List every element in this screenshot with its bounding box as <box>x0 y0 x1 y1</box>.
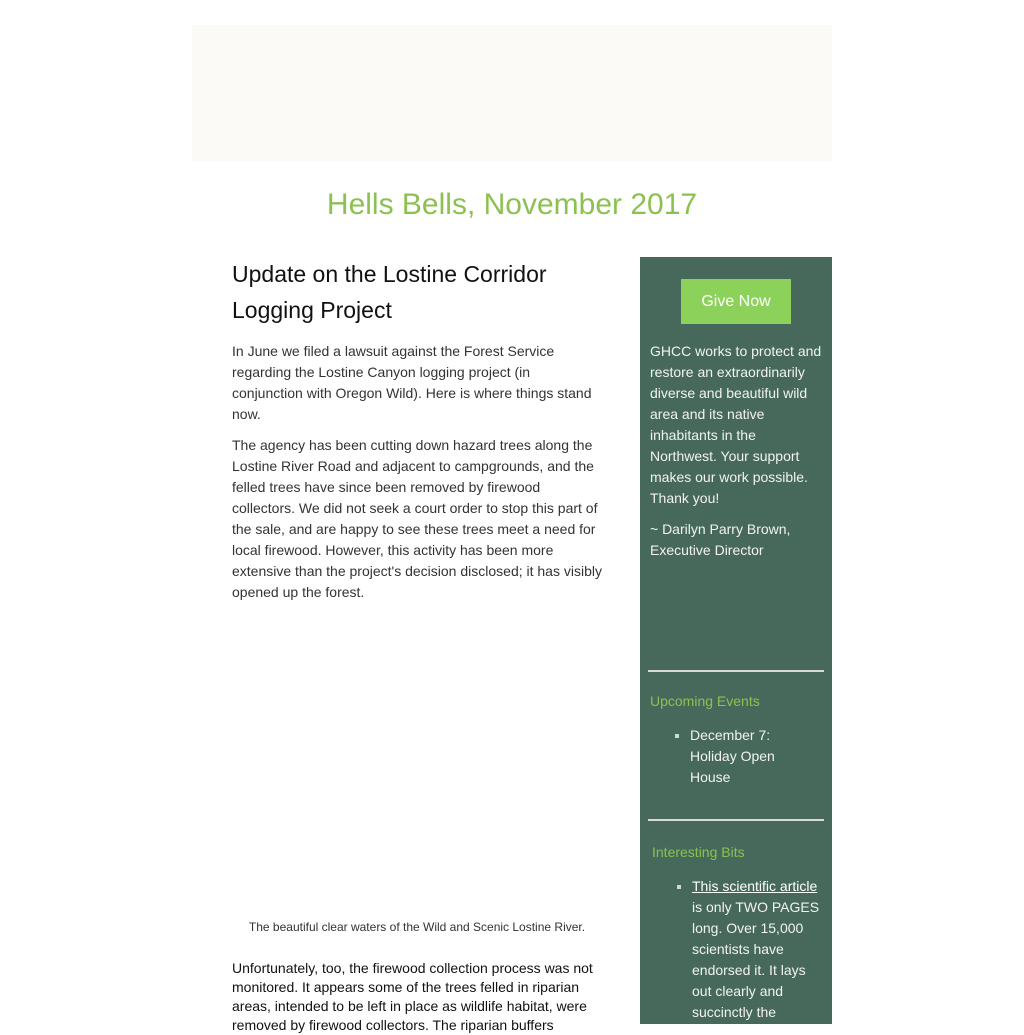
image-caption: The beautiful clear waters of the Wild and Scenic Lostine River. <box>248 920 586 934</box>
event-text: December 7: Holiday Open House <box>690 727 775 785</box>
director-signature: ~ Darilyn Parry Brown, Executive Director <box>650 521 791 558</box>
newsletter-title: Hells Bells, November 2017 <box>326 188 698 221</box>
interesting-bits-list <box>692 876 822 1023</box>
article-image <box>232 615 602 915</box>
bits-item <box>692 876 822 1023</box>
sidebar-divider-2 <box>648 819 824 821</box>
main-article <box>232 256 602 1033</box>
sidebar <box>640 257 832 1024</box>
bullet-icon <box>675 734 679 738</box>
scientific-article-link[interactable]: This scientific article <box>692 878 818 894</box>
mission-text: GHCC works to protect and restore an extraordinarily diverse and beautiful wild area and its native inhabitants in the Northwest. Your support makes our work possible. Thank you! <box>650 343 822 506</box>
bits-text: is only TWO PAGES long. Over 15,000 scientists have endorsed it. It lays out clearly and succinctly the <box>692 899 820 1020</box>
header-banner <box>192 25 832 161</box>
bullet-icon <box>677 885 681 889</box>
event-item <box>690 725 810 788</box>
events-heading: Upcoming Events <box>650 693 760 709</box>
article-heading: Update on the Lostine Corridor Logging Project <box>232 261 547 323</box>
events-list <box>690 725 810 788</box>
give-now-button[interactable]: Give Now <box>681 279 791 324</box>
sidebar-divider-1 <box>648 670 824 672</box>
article-paragraph-1: In June we filed a lawsuit against the Forest Service regarding the Lostine Canyon logging project (in conjunction with Oregon Wild). Here is where things stand now. <box>232 343 592 422</box>
article-paragraph-3: Unfortunately, too, the firewood collection process was not monitored. It appears some of the trees felled in riparian areas, intended to be left in place as wildlife habitat, were removed by firewood collectors. The riparian buffers <box>232 960 593 1033</box>
interesting-bits-heading: Interesting Bits <box>652 844 745 860</box>
article-paragraph-2: The agency has been cutting down hazard trees along the Lostine River Road and adjacent to campgrounds, and the felled trees have since been removed by firewood collectors. We did not seek a court order to stop this part of the sale, and are happy to see these trees meet a need for local firewood. However, this activity has been more extensive than the project's decision disclosed; it has visibly opened up the forest. <box>232 437 602 600</box>
